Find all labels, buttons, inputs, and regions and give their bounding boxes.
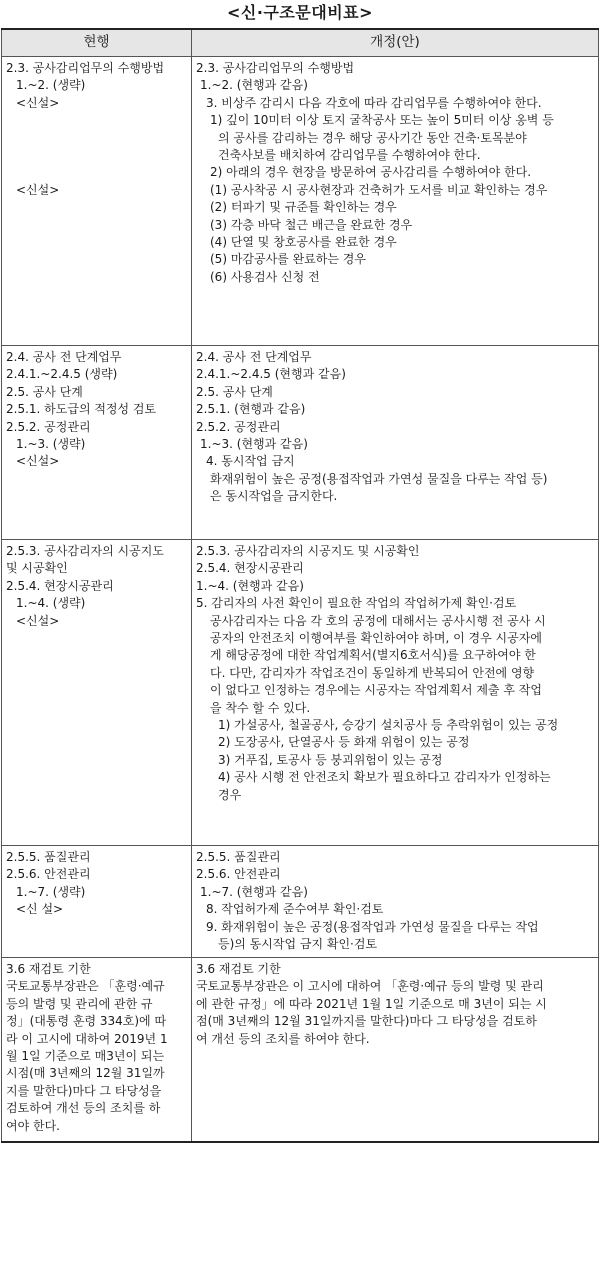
text-line: 8. 작업허가제 준수여부 확인·검토 (206, 902, 384, 917)
text-line: 3. 비상주 감리시 다음 각호에 따라 감리업무를 수행하여야 한다. (206, 95, 542, 110)
text-line: 공사감리자는 다음 각 호의 공정에 대해서는 공사시행 전 공사 시 (210, 613, 546, 628)
table-header-row (2, 29, 599, 57)
text-line: 1) 깊이 10미터 이상 토지 굴착공사 또는 높이 5미터 이상 옹벽 등 (210, 113, 554, 128)
header-revised: 개정(안) (192, 29, 599, 57)
text-line: 라 이 고시에 대하여 2019년 1 (6, 1031, 168, 1046)
text-line: 시점(매 3년째의 12월 31일까 (6, 1066, 165, 1081)
text-line: 2.5.2. 공정관리 (6, 419, 91, 434)
text-line: 이 없다고 인정하는 경우에는 시공자는 작업계획서 제출 후 작업 (210, 683, 542, 698)
text-line: 화재위험이 높은 공정(용접작업과 가연성 물질을 다루는 작업 등) (210, 471, 548, 486)
text-line: 3.6 재검토 기한 (6, 962, 91, 976)
text-line: <신설> (16, 95, 60, 110)
text-line: 공자의 안전조치 이행여부를 확인하여야 하며, 이 경우 시공자에 (210, 631, 542, 646)
current-cell (2, 846, 192, 958)
text-line: 2.4. 공사 전 단계업무 (6, 350, 122, 364)
text-line: 을 착수 할 수 있다. (210, 700, 311, 715)
text-line: <신설> (16, 454, 60, 469)
text-line: 2.5.4. 현장시공관리 (6, 578, 114, 593)
text-line: 1.~2. (생략) (16, 78, 86, 93)
text-line: (3) 각층 바닥 철근 배근을 완료한 경우 (210, 217, 413, 232)
text-line: 건축사보를 배치하여 감리업무를 수행하여야 한다. (218, 148, 481, 163)
text-line: 정」(대통령 훈령 334호)에 따 (6, 1014, 167, 1029)
current-cell (2, 346, 192, 540)
table-row (2, 540, 599, 846)
text-line: 2.4.1.~2.4.5 (생략) (6, 367, 118, 382)
text-line: 2.5.4. 현장시공관리 (196, 561, 304, 576)
text-line: 게 해당공정에 대한 작업계획서(별지6호서식)를 요구하여야 한 (210, 648, 536, 663)
text-line: 은 동시작업을 금지한다. (210, 489, 338, 504)
text-line: 및 시공확인 (6, 561, 68, 576)
comparison-table (1, 28, 599, 1143)
text-line: 검토하여 개선 등의 조치를 하 (6, 1101, 161, 1116)
table-row (2, 57, 599, 346)
text-line: 2.3. 공사감리업무의 수행방법 (196, 61, 355, 75)
text-line: (1) 공사착공 시 공사현장과 건축허가 도서를 비교 확인하는 경우 (210, 182, 548, 197)
text-line: 5. 감리자의 사전 확인이 필요한 작업의 작업허가제 확인·검토 (196, 596, 517, 611)
text-line: <신 설> (16, 902, 64, 917)
current-cell (2, 958, 192, 1142)
text-line: 여 개선 등의 조치를 하여야 한다. (196, 1031, 370, 1046)
text-line: 의 공사를 감리하는 경우 해당 공사기간 동안 건축·토목분야 (218, 130, 527, 145)
text-line: 2.5.1. 하도급의 적정성 검토 (6, 402, 157, 417)
text-line: (5) 마감공사를 완료하는 경우 (210, 252, 366, 267)
text-line: 2.5. 공사 단계 (196, 384, 273, 399)
text-line: 9. 화재위험이 높은 공정(용접작업과 가연성 물질을 다루는 작업 (206, 919, 539, 934)
text-line: 다. 다만, 감리자가 작업조건이 동일하게 반복되어 안전에 영향 (210, 665, 535, 680)
text-line: 1.~7. (현행과 같음) (200, 884, 308, 899)
text-line: 2.5.6. 안전관리 (196, 867, 281, 882)
text-line: 1.~4. (생략) (16, 596, 86, 611)
text-line: 3.6 재검토 기한 (196, 962, 281, 976)
text-line: (4) 단열 및 창호공사를 완료한 경우 (210, 235, 397, 250)
header-current: 현행 (2, 29, 192, 57)
text-line: 1.~4. (현행과 같음) (196, 578, 304, 593)
table-row (2, 346, 599, 540)
text-line: 1.~3. (생략) (16, 437, 86, 452)
revised-cell (192, 346, 599, 540)
text-line: 2.4. 공사 전 단계업무 (196, 350, 312, 364)
revised-cell (192, 846, 599, 958)
text-line: 2.5.6. 안전관리 (6, 867, 91, 882)
text-line: 2.4.1.~2.4.5 (현행과 같음) (196, 367, 346, 382)
text-line: <신설> (16, 613, 60, 628)
text-line: 3) 거푸집, 토공사 등 붕괴위험이 있는 공정 (218, 752, 443, 767)
current-cell (2, 57, 192, 346)
text-line: 2.5.3. 공사감리자의 시공지도 (6, 544, 164, 558)
text-line: 경우 (218, 787, 242, 802)
table-row (2, 958, 599, 1142)
text-line: 4. 동시작업 금지 (206, 454, 295, 469)
text-line: 2.5.3. 공사감리자의 시공지도 및 시공확인 (196, 544, 420, 558)
text-line: (2) 터파기 및 규준틀 확인하는 경우 (210, 200, 397, 215)
text-line: 등)의 동시작업 금지 확인·검토 (218, 937, 378, 952)
text-line: (6) 사용검사 신청 전 (210, 269, 320, 284)
text-line: 2.5.1. (현행과 같음) (196, 402, 306, 417)
text-line: 1.~7. (생략) (16, 884, 86, 899)
text-line: 2.5.2. 공정관리 (196, 419, 281, 434)
text-line: 국토교통부장관은 이 고시에 대하여 「훈령·예규 등의 발령 및 관리 (196, 979, 544, 994)
text-line: 에 관한 규정」에 따라 2021년 1월 1일 기준으로 매 3년이 되는 시 (196, 996, 547, 1011)
text-line: 2.3. 공사감리업무의 수행방법 (6, 61, 165, 75)
text-line: 월 1일 기준으로 매3년이 되는 (6, 1049, 165, 1064)
text-line: 등의 발령 및 관리에 관한 규 (6, 996, 153, 1011)
text-line: 4) 공사 시행 전 안전조치 확보가 필요하다고 감리자가 인정하는 (218, 770, 551, 785)
revised-cell (192, 540, 599, 846)
text-line: 여야 한다. (6, 1118, 60, 1133)
text-line: 국토교통부장관은 「훈령·예규 (6, 979, 165, 994)
text-line: 2.5.5. 품질관리 (6, 850, 91, 864)
table-row (2, 846, 599, 958)
document-title: <신·구조문대비표> (226, 3, 374, 22)
revised-cell (192, 958, 599, 1142)
text-line: 1.~3. (현행과 같음) (200, 437, 308, 452)
text-line: 점(매 3년째의 12월 31일까지를 말한다)마다 그 타당성을 검토하 (196, 1014, 537, 1029)
text-line: 지를 말한다)마다 그 타당성을 (6, 1083, 162, 1098)
text-line: 2.5. 공사 단계 (6, 384, 83, 399)
text-line: 2) 도장공사, 단열공사 등 화재 위험이 있는 공정 (218, 735, 470, 750)
current-cell (2, 540, 192, 846)
text-line: 2) 아래의 경우 현장을 방문하여 공사감리를 수행하여야 한다. (210, 165, 532, 180)
revised-cell (192, 57, 599, 346)
text-line: 2.5.5. 품질관리 (196, 850, 281, 864)
text-line: 1.~2. (현행과 같음) (200, 78, 308, 93)
text-line: <신설> (16, 182, 60, 197)
text-line: 1) 가설공사, 철골공사, 승강기 설치공사 등 추락위험이 있는 공정 (218, 718, 559, 733)
